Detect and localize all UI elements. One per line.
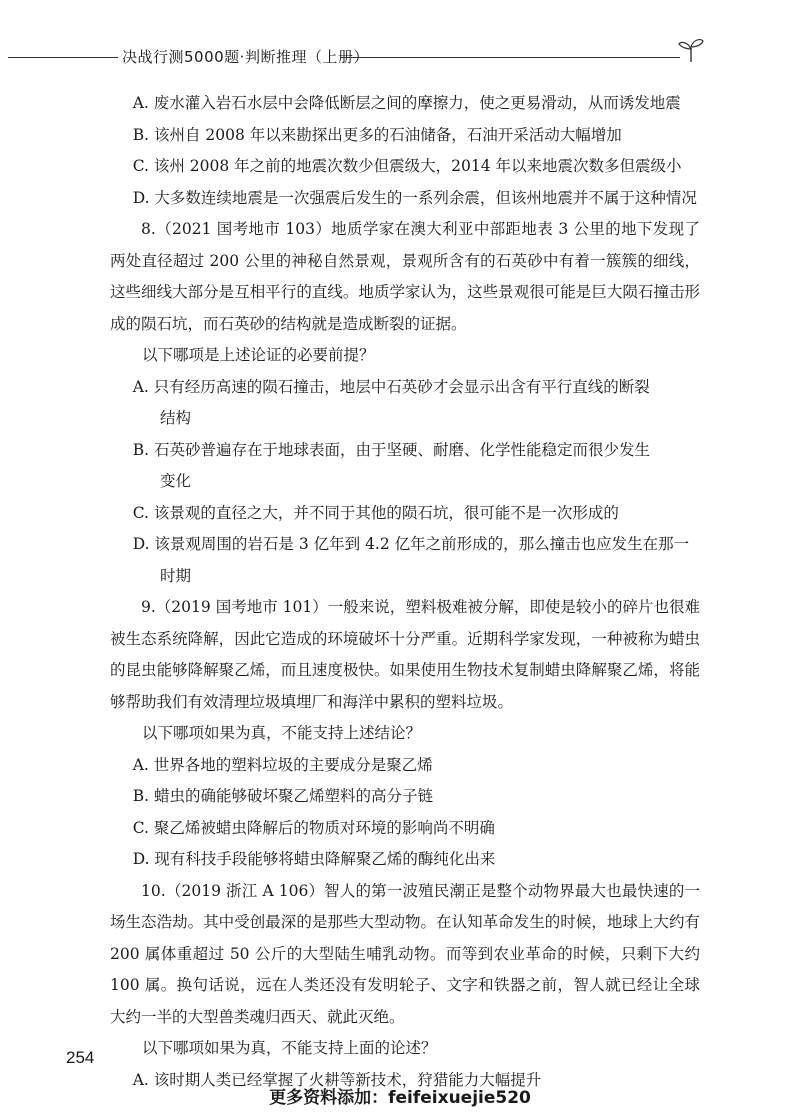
running-header bbox=[0, 44, 800, 70]
answer-option: B. 蜡虫的确能够破坏聚乙烯塑料的高分子链 bbox=[132, 787, 433, 805]
footer-note: 更多资料添加：feifeixuejie520 bbox=[269, 1088, 531, 1108]
sprout-icon bbox=[676, 34, 706, 64]
answer-option: C. 该州 2008 年之前的地震次数少但震级大，2014 年以来地震次数多但震级小 bbox=[132, 157, 682, 175]
answer-option: D. 大多数连续地震是一次强震后发生的一系列余震，但该州地震并不属于这种情况 bbox=[132, 188, 697, 207]
header-rule-left bbox=[8, 57, 118, 58]
question-stem: 9.（2019 国考地市 101）一般来说，塑料极难被分解，即使是较小的碎片也很难被生态系统降解，因此它造成的环境破坏十分严重。近期科学家发现，一种被称为蜡虫的昆虫能够降解聚乙烯，而且速度极快。如果使用生物技术复制蜡虫降解聚乙烯，将能够帮助我们有效清理垃圾填埋厂和海洋中累积的塑料垃圾。 bbox=[110, 598, 700, 711]
answer-option-continuation: 变化 bbox=[160, 472, 192, 490]
question-stem: 8.（2021 国考地市 103）地质学家在澳大利亚中部距地表 3 公里的地下发现了两处直径超过 200 公里的神秘自然景观，景观所含有的石英砂中有着一簇簇的细线，这些细线大部分是互相平行的直线。地质学家认为，这些景观很可能是巨大陨石撞击形成的陨石坑，而石英砂的结构就是造成断裂的证据。 bbox=[110, 220, 700, 333]
header-title: 决战行测5000题·判断推理（上册） bbox=[122, 48, 369, 66]
answer-option: A. 该时期人类已经掌握了火耕等新技术，狩猎能力大幅提升 bbox=[132, 1070, 542, 1089]
answer-option: A. 废水灌入岩石水层中会降低断层之间的摩擦力，使之更易滑动，从而诱发地震 bbox=[132, 94, 681, 112]
answer-option: A. 世界各地的塑料垃圾的主要成分是聚乙烯 bbox=[132, 755, 433, 774]
question-stem: 10.（2019 浙江 A 106）智人的第一波殖民潮正是整个动物界最大也最快速的一场生态浩劫。其中受创最深的是那些大型动物。在认知革命发生的时候，地球上大约有 200 属体重超过 50 公斤的大型陆生哺乳动物。而等到农业革命的时候，只剩下大约 100 属。换句话说，远在人类还没有发明轮子、文字和铁器之前，智人就已经让全球大约一半的大型兽类魂归西天、就此灭绝。 bbox=[110, 881, 700, 1026]
answer-option-text: D. 该景观周围的岩石是 3 亿年到 4.2 亿年之前形成的，那么撞击也应发生在那一 bbox=[132, 535, 690, 553]
answer-option-text: A. 只有经历高速的陨石撞击，地层中石英砂才会显示出含有平行直线的断裂 bbox=[132, 377, 650, 396]
answer-option: C. 聚乙烯被蜡虫降解后的物质对环境的影响尚不明确 bbox=[132, 818, 495, 837]
question-content bbox=[110, 88, 700, 1096]
header-rule-right bbox=[340, 57, 680, 58]
page-number: 254 bbox=[66, 1048, 95, 1067]
answer-option bbox=[110, 529, 700, 592]
question-prompt: 以下哪项如果为真，不能支持上面的论述？ bbox=[142, 1039, 437, 1057]
answer-option: D. 现有科技手段能够将蜡虫降解聚乙烯的酶纯化出来 bbox=[132, 850, 496, 868]
question-prompt: 以下哪项如果为真，不能支持上述结论？ bbox=[142, 724, 422, 742]
question-prompt: 以下哪项是上述论证的必要前提？ bbox=[142, 346, 375, 364]
answer-option-continuation: 结构 bbox=[160, 409, 192, 427]
answer-option-continuation: 时期 bbox=[160, 566, 192, 585]
answer-option: B. 该州自 2008 年以来勘探出更多的石油储备，石油开采活动大幅增加 bbox=[132, 125, 622, 144]
answer-option-text: B. 石英砂普遍存在于地球表面，由于坚硬、耐磨、化学性能稳定而很少发生 bbox=[132, 440, 650, 459]
answer-option: C. 该景观的直径之大，并不同于其他的陨石坑，很可能不是一次形成的 bbox=[132, 503, 619, 522]
answer-option bbox=[110, 372, 700, 435]
answer-option bbox=[110, 435, 700, 498]
